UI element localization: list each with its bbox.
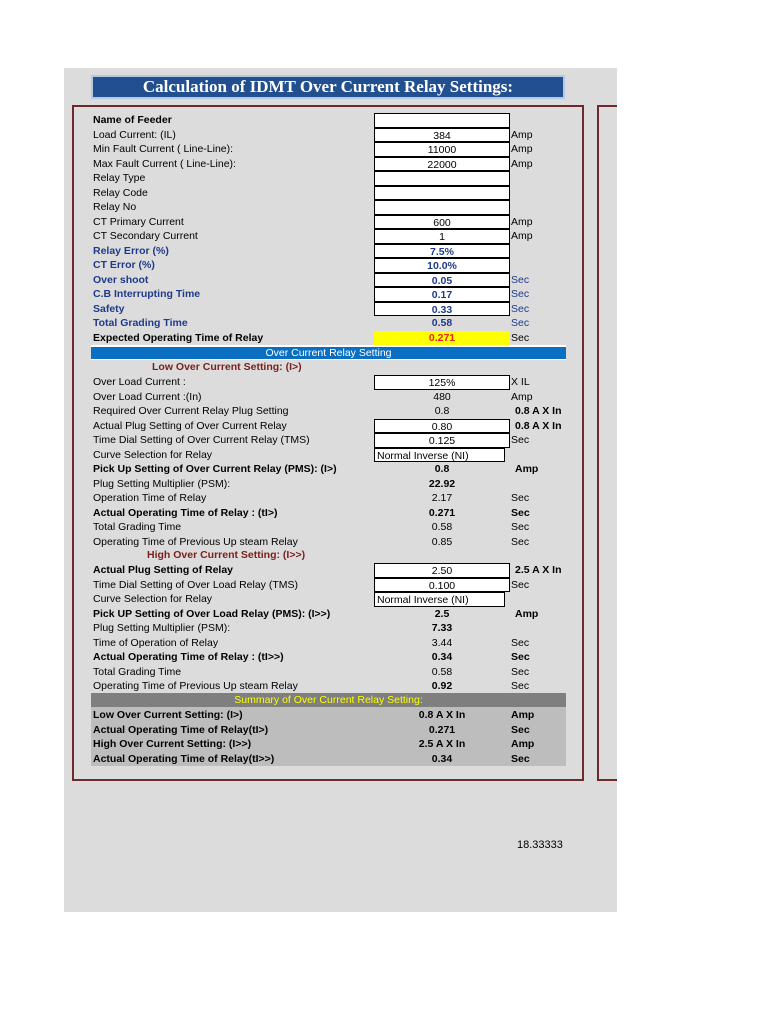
overload-percent-cell[interactable]: 125%	[374, 375, 510, 390]
low-label: Actual Plug Setting of Over Current Relay	[93, 419, 287, 432]
curve-select-cell[interactable]: Normal Inverse (NI)	[374, 448, 505, 463]
high-label: Curve Selection for Relay	[93, 593, 213, 605]
low-label: Operating Time of Previous Up steam Relay	[93, 535, 298, 548]
unit-label: Amp	[511, 157, 533, 170]
required-plug-value: 0.8	[434, 405, 450, 417]
low-row	[93, 477, 567, 492]
high-tms-cell[interactable]: 0.100	[374, 578, 510, 593]
unit-label: Sec	[511, 331, 530, 344]
cb-interrupting-cell[interactable]: 0.17	[374, 287, 510, 302]
feeder-name-cell[interactable]	[374, 113, 510, 128]
high-oc-heading: High Over Current Setting: (I>>)	[147, 549, 306, 561]
high-row	[93, 578, 567, 593]
unit-label: Sec	[511, 680, 530, 692]
input-row-feeder	[93, 113, 567, 128]
unit-label: Sec	[511, 723, 530, 736]
summary-value: 0.8 A X In	[418, 709, 466, 721]
input-label: Relay Code	[93, 186, 148, 199]
unit-label: X IL	[511, 376, 530, 388]
input-row-relay-type	[93, 171, 567, 186]
footer-value: 18.33333	[517, 839, 563, 851]
high-operation-time-value: 3.44	[431, 636, 453, 649]
input-label: Min Fault Current ( Line-Line):	[93, 143, 234, 155]
high-label: Actual Operating Time of Relay : (tI>>)	[93, 651, 284, 663]
relay-no-cell[interactable]	[374, 200, 510, 215]
section-header-oc: Over Current Relay Setting	[91, 345, 566, 360]
input-row-max-fault	[93, 157, 567, 172]
high-label: Operating Time of Previous Up steam Relay	[93, 680, 298, 692]
summary-row	[93, 752, 567, 767]
unit-label: Amp	[511, 738, 535, 750]
unit-label: Sec	[511, 752, 530, 765]
summary-value: 0.34	[431, 752, 453, 765]
unit-label: Amp	[511, 143, 533, 155]
expected-time-cell: 0.271	[374, 331, 510, 346]
operation-time-value: 2.17	[431, 492, 453, 504]
low-row	[93, 419, 567, 434]
summary-row	[93, 723, 567, 738]
overload-current-value: 480	[433, 390, 451, 403]
low-row	[93, 535, 567, 550]
unit-label: Sec	[511, 651, 530, 663]
low-label: Operation Time of Relay	[93, 492, 207, 504]
input-label: CT Secondary Current	[93, 230, 198, 242]
unit-label: Sec	[511, 288, 530, 300]
ct-primary-cell[interactable]: 600	[374, 215, 510, 230]
page-title: Calculation of IDMT Over Current Relay Settings:	[91, 75, 565, 99]
input-row-safety	[93, 302, 567, 317]
input-row-load-current	[93, 128, 567, 143]
input-row-ct-error	[93, 258, 567, 273]
input-label: Expected Operating Time of Relay	[93, 331, 264, 344]
high-row	[93, 563, 567, 578]
low-row	[93, 520, 567, 535]
unit-label: Sec	[511, 665, 530, 678]
min-fault-cell[interactable]: 11000	[374, 142, 510, 157]
low-label: Curve Selection for Relay	[93, 448, 213, 461]
unit-label: Sec	[511, 317, 530, 329]
input-label: C.B Interrupting Time	[93, 288, 201, 300]
overshoot-cell[interactable]: 0.05	[374, 273, 510, 288]
low-label: Plug Setting Multiplier (PSM):	[93, 477, 231, 490]
tms-cell[interactable]: 0.125	[374, 433, 510, 448]
high-row	[93, 650, 567, 665]
relay-type-cell[interactable]	[374, 171, 510, 186]
high-label: Plug Setting Multiplier (PSM):	[93, 622, 231, 634]
high-actual-time-value: 0.34	[431, 651, 453, 663]
unit-label: 2.5 A X In	[515, 564, 562, 576]
pickup-value: 0.8	[434, 463, 450, 475]
low-heading-row	[93, 360, 567, 375]
input-row-expected-time	[93, 331, 567, 346]
summary-row	[93, 708, 567, 723]
low-label: Pick Up Setting of Over Current Relay (PMS): (I>)	[93, 463, 337, 475]
summary-row	[93, 737, 567, 752]
relay-code-cell[interactable]	[374, 186, 510, 201]
input-label: Over shoot	[93, 273, 149, 286]
input-row-relay-error	[93, 244, 567, 259]
unit-label: Amp	[511, 230, 533, 242]
section-header-summary: Summary of Over Current Relay Setting:	[91, 693, 566, 707]
input-label: Total Grading Time	[93, 317, 188, 329]
summary-label: Actual Operating Time of Relay(tI>>)	[93, 752, 275, 765]
high-row	[93, 636, 567, 651]
unit-label: Amp	[515, 607, 539, 620]
summary-label: Low Over Current Setting: (I>)	[93, 709, 243, 721]
psm-value: 22.92	[428, 477, 456, 490]
low-oc-heading: Low Over Current Setting: (I>)	[152, 361, 302, 373]
upstream-time-value: 0.85	[431, 535, 453, 548]
summary-label: Actual Operating Time of Relay(tI>)	[93, 723, 269, 736]
low-label: Time Dial Setting of Over Current Relay (TMS)	[93, 434, 310, 446]
high-grading-time-value: 0.58	[431, 665, 453, 678]
summary-value: 2.5 A X In	[418, 738, 466, 750]
high-label: Total Grading Time	[93, 665, 182, 678]
input-label: Relay No	[93, 201, 137, 213]
grading-time-value: 0.58	[431, 521, 453, 533]
unit-label: Amp	[511, 390, 533, 403]
input-row-overshoot	[93, 273, 567, 288]
input-label: Name of Feeder	[93, 114, 172, 126]
low-row	[93, 462, 567, 477]
unit-label: Amp	[511, 215, 533, 228]
actual-plug-cell[interactable]: 0.80	[374, 419, 510, 434]
input-label: Relay Type	[93, 172, 146, 184]
input-row-total-grading	[93, 316, 567, 331]
input-label: CT Error (%)	[93, 259, 155, 271]
unit-label: Sec	[511, 434, 530, 446]
ct-secondary-cell[interactable]: 1	[374, 229, 510, 244]
input-row-ct-secondary	[93, 229, 567, 244]
actual-time-value: 0.271	[428, 506, 456, 519]
total-grading-cell: 0.58	[431, 317, 453, 329]
high-heading-row	[93, 548, 567, 563]
high-row	[93, 621, 567, 636]
high-row	[93, 592, 567, 607]
low-row	[93, 491, 567, 506]
input-label: Max Fault Current ( Line-Line):	[93, 157, 236, 170]
input-row-relay-no	[93, 200, 567, 215]
input-label: Relay Error (%)	[93, 244, 169, 257]
unit-label: Amp	[515, 463, 539, 475]
adjacent-frame	[597, 105, 617, 781]
summary-value: 0.271	[428, 723, 456, 736]
high-row	[93, 665, 567, 680]
high-plug-cell[interactable]: 2.50	[374, 563, 510, 578]
unit-label: Sec	[511, 273, 530, 286]
unit-label: 0.8 A X In	[515, 419, 562, 432]
high-psm-value: 7.33	[431, 622, 453, 634]
unit-label: Sec	[511, 302, 530, 315]
high-row	[93, 607, 567, 622]
input-row-cb-interrupting	[93, 287, 567, 302]
high-label: Actual Plug Setting of Relay	[93, 564, 234, 576]
high-row	[93, 679, 567, 694]
ct-error-cell[interactable]: 10.0%	[374, 258, 510, 273]
input-label: CT Primary Current	[93, 215, 184, 228]
input-row-ct-primary	[93, 215, 567, 230]
input-label: Safety	[93, 302, 125, 315]
load-current-cell[interactable]: 384	[374, 128, 510, 143]
unit-label: 0.8 A X In	[515, 405, 562, 417]
high-label: Time Dial Setting of Over Load Relay (TMS)	[93, 578, 299, 591]
unit-label: Sec	[511, 636, 530, 649]
unit-label: Sec	[511, 535, 530, 548]
low-row	[93, 448, 567, 463]
high-upstream-time-value: 0.92	[431, 680, 453, 692]
low-row	[93, 390, 567, 405]
low-row	[93, 433, 567, 448]
low-row	[93, 506, 567, 521]
low-label: Actual Operating Time of Relay : (tI>)	[93, 506, 278, 519]
unit-label: Sec	[511, 578, 530, 591]
max-fault-cell[interactable]: 22000	[374, 157, 510, 172]
high-label: Time of Operation of Relay	[93, 636, 219, 649]
unit-label: Sec	[511, 506, 530, 519]
low-label: Over Load Current :	[93, 376, 186, 388]
low-row	[93, 404, 567, 419]
high-label: Pick UP Setting of Over Load Relay (PMS): (I>>)	[93, 607, 331, 620]
unit-label: Sec	[511, 492, 530, 504]
input-row-relay-code	[93, 186, 567, 201]
low-label: Required Over Current Relay Plug Setting	[93, 405, 289, 417]
summary-label: High Over Current Setting: (I>>)	[93, 738, 252, 750]
relay-error-cell[interactable]: 7.5%	[374, 244, 510, 259]
low-row	[93, 375, 567, 390]
safety-cell[interactable]: 0.33	[374, 302, 510, 317]
unit-label: Amp	[511, 709, 535, 721]
input-row-min-fault	[93, 142, 567, 157]
unit-label: Sec	[511, 521, 530, 533]
high-pickup-value: 2.5	[434, 607, 450, 620]
unit-label: Amp	[511, 128, 533, 141]
low-label: Total Grading Time	[93, 521, 182, 533]
high-curve-select-cell[interactable]: Normal Inverse (NI)	[374, 592, 505, 607]
low-label: Over Load Current :(In)	[93, 390, 202, 403]
input-label: Load Current: (IL)	[93, 128, 176, 141]
